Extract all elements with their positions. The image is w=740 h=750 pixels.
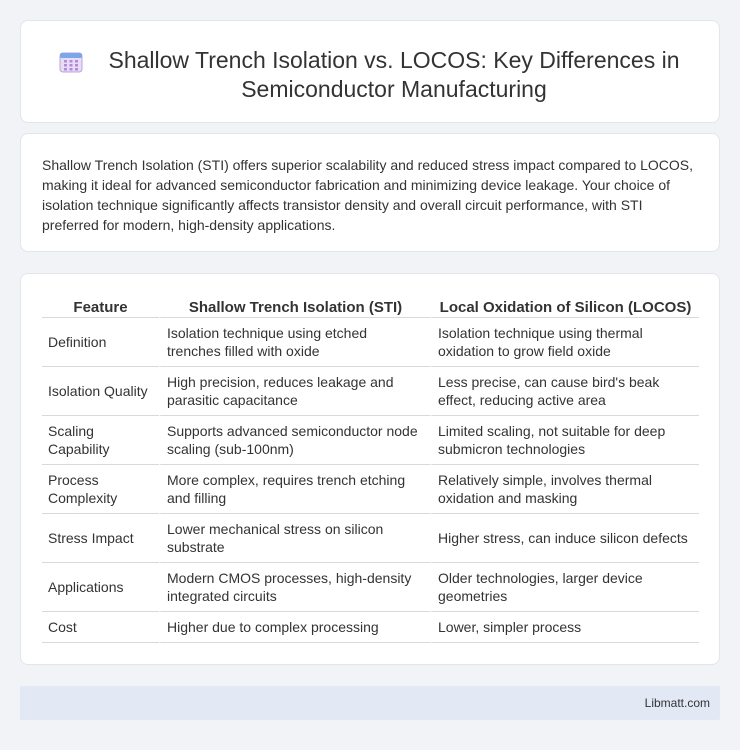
row-locos: Isolation technique using thermal oxidation to grow field oxide bbox=[430, 318, 699, 367]
row-sti: Lower mechanical stress on silicon substrate bbox=[159, 514, 430, 563]
row-locos: Higher stress, can induce silicon defects bbox=[430, 514, 699, 563]
page-title: Shallow Trench Isolation vs. LOCOS: Key Differences in Semiconductor Manufacturing bbox=[108, 47, 680, 102]
table-row bbox=[42, 612, 699, 643]
row-feature: Stress Impact bbox=[42, 514, 159, 563]
table-row bbox=[42, 416, 699, 465]
footer-site-link[interactable]: Libmatt.com bbox=[644, 696, 710, 710]
table-row bbox=[42, 318, 699, 367]
row-sti: More complex, requires trench etching and filling bbox=[159, 465, 430, 514]
row-feature: Definition bbox=[42, 318, 159, 367]
summary-card bbox=[20, 133, 720, 252]
table-row bbox=[42, 367, 699, 416]
footer bbox=[20, 686, 720, 720]
row-sti: Higher due to complex processing bbox=[159, 612, 430, 643]
title-wrap bbox=[21, 46, 719, 104]
row-locos: Relatively simple, involves thermal oxidation and masking bbox=[430, 465, 699, 514]
row-locos: Lower, simpler process bbox=[430, 612, 699, 643]
comparison-table-card bbox=[20, 273, 720, 665]
row-sti: Modern CMOS processes, high-density integrated circuits bbox=[159, 563, 430, 612]
row-locos: Older technologies, larger device geometries bbox=[430, 563, 699, 612]
row-locos: Less precise, can cause bird's beak effect, reducing active area bbox=[430, 367, 699, 416]
table-row bbox=[42, 465, 699, 514]
header-feature: Feature bbox=[42, 295, 159, 318]
table-header-row bbox=[42, 295, 699, 318]
row-feature: Scaling Capability bbox=[42, 416, 159, 465]
calendar-icon bbox=[59, 51, 83, 73]
comparison-table bbox=[42, 295, 699, 643]
row-locos: Limited scaling, not suitable for deep submicron technologies bbox=[430, 416, 699, 465]
header-locos: Local Oxidation of Silicon (LOCOS) bbox=[430, 295, 699, 318]
summary-text: Shallow Trench Isolation (STI) offers superior scalability and reduced stress impact compared to LOCOS, making it ideal for advanced semiconductor fabrication and minimizing device leakage. Your choice of isolation technique significantly affects transistor density and overall circuit performance, with STI preferred for modern, high-density applications. bbox=[42, 157, 694, 233]
row-feature: Cost bbox=[42, 612, 159, 643]
row-feature: Isolation Quality bbox=[42, 367, 159, 416]
row-sti: Supports advanced semiconductor node scaling (sub-100nm) bbox=[159, 416, 430, 465]
title-card bbox=[20, 20, 720, 123]
row-sti: Isolation technique using etched trenches filled with oxide bbox=[159, 318, 430, 367]
header-sti: Shallow Trench Isolation (STI) bbox=[159, 295, 430, 318]
table-row bbox=[42, 563, 699, 612]
row-feature: Process Complexity bbox=[42, 465, 159, 514]
row-feature: Applications bbox=[42, 563, 159, 612]
table-row bbox=[42, 514, 699, 563]
row-sti: High precision, reduces leakage and parasitic capacitance bbox=[159, 367, 430, 416]
